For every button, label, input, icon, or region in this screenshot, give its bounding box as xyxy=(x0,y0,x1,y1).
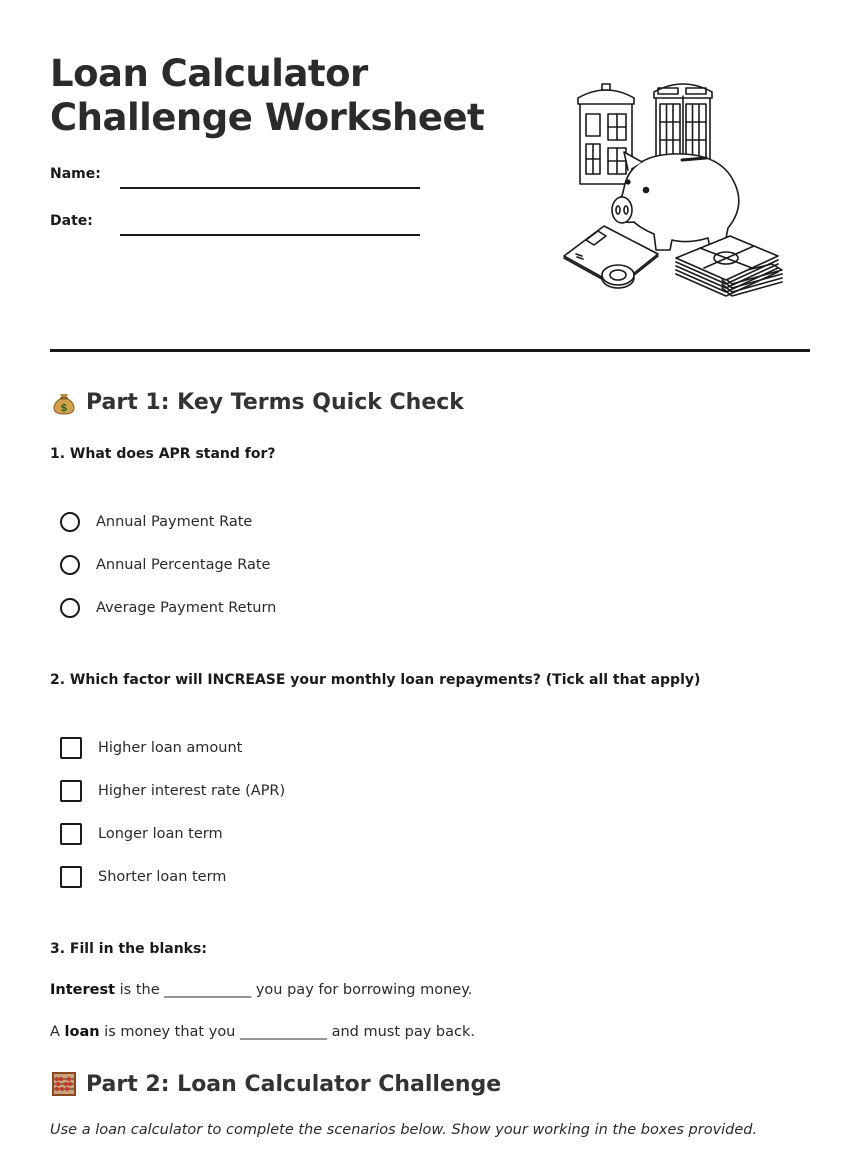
radio-button[interactable] xyxy=(60,598,80,618)
part2-instruction: Use a loan calculator to complete the scenarios below. Show your working in the boxes provided. xyxy=(50,1122,758,1138)
coin-icon xyxy=(602,265,634,288)
q2-option-1[interactable] xyxy=(60,735,242,761)
option-label: Shorter loan term xyxy=(98,869,227,885)
radio-button[interactable] xyxy=(60,512,80,532)
name-field[interactable] xyxy=(120,187,420,189)
bold-term: loan xyxy=(64,1024,100,1040)
option-label: Longer loan term xyxy=(98,826,223,842)
q2-option-3[interactable] xyxy=(60,821,223,847)
checkbox[interactable] xyxy=(60,866,82,888)
part2-heading-text: Part 2: Loan Calculator Challenge xyxy=(86,1071,502,1097)
sentence-text: is the ____________ you pay for borrowing money. xyxy=(115,982,473,998)
sentence-text: is money that you ____________ and must pay back. xyxy=(99,1024,475,1040)
option-label: Annual Percentage Rate xyxy=(96,557,271,573)
date-label: Date: xyxy=(50,213,93,229)
title-line-2: Challenge Worksheet xyxy=(50,96,485,139)
phone-box-left-icon xyxy=(578,84,634,184)
money-bag-icon xyxy=(50,388,78,416)
q2-option-2[interactable] xyxy=(60,778,285,804)
question-2: 2. Which factor will INCREASE your monthly loan repayments? (Tick all that apply) xyxy=(50,672,701,688)
piggy-icon xyxy=(612,152,739,250)
radio-button[interactable] xyxy=(60,555,80,575)
bold-term: Interest xyxy=(50,982,116,998)
fill-blank-sentence-1 xyxy=(50,982,472,998)
worksheet-page xyxy=(50,0,810,1161)
piggy-bank-illustration xyxy=(560,78,785,303)
abacus-icon xyxy=(50,1070,78,1098)
question-3: 3. Fill in the blanks: xyxy=(50,941,207,957)
q1-option-2[interactable] xyxy=(60,552,270,578)
option-label: Higher interest rate (APR) xyxy=(98,783,286,799)
cash-stack-icon xyxy=(676,236,782,296)
q2-option-4[interactable] xyxy=(60,864,226,890)
fill-blank-sentence-2 xyxy=(50,1024,475,1040)
name-label: Name: xyxy=(50,166,101,182)
sentence-text: A xyxy=(50,1024,65,1040)
checkbox[interactable] xyxy=(60,737,82,759)
part1-heading xyxy=(50,388,464,416)
worksheet-title xyxy=(50,52,484,140)
option-label: Average Payment Return xyxy=(96,600,277,616)
part2-heading xyxy=(50,1070,501,1098)
checkbox[interactable] xyxy=(60,823,82,845)
question-1: 1. What does APR stand for? xyxy=(50,446,276,462)
svg-text:$: $ xyxy=(60,401,68,414)
checkbox[interactable] xyxy=(60,780,82,802)
option-label: Annual Payment Rate xyxy=(96,514,253,530)
option-label: Higher loan amount xyxy=(98,740,243,756)
q1-option-3[interactable] xyxy=(60,595,276,621)
header-divider xyxy=(50,349,810,352)
part1-heading-text: Part 1: Key Terms Quick Check xyxy=(86,389,464,415)
q1-option-1[interactable] xyxy=(60,509,252,535)
title-line-1: Loan Calculator xyxy=(50,52,368,95)
date-field[interactable] xyxy=(120,234,420,236)
